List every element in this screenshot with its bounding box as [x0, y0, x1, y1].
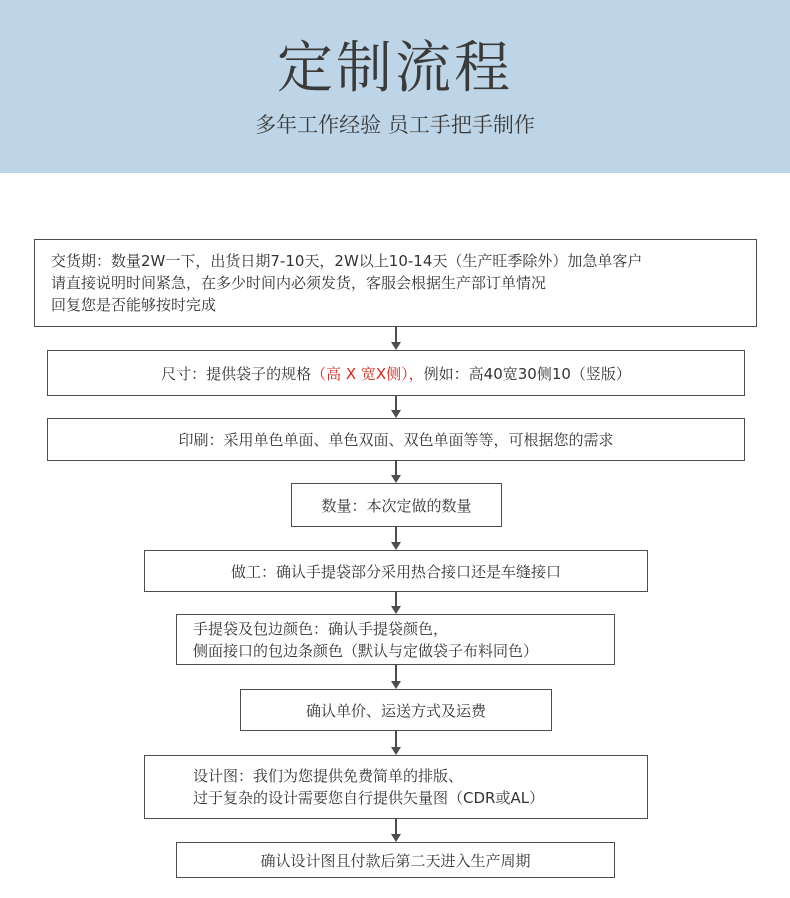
- step-quantity-text: 数量：本次定做的数量: [321, 496, 472, 515]
- header-banner: [0, 0, 790, 173]
- step-design-line-2: 过于复杂的设计需要您自行提供矢量图（CDR或AL）: [193, 789, 545, 807]
- flow-arrow: [391, 819, 401, 842]
- step-colors-line-1: 手提袋及包边颜色：确认手提袋颜色，: [193, 619, 449, 638]
- step-pricing-text: 确认单价、运送方式及运费: [305, 701, 486, 720]
- page-subtitle: 多年工作经验 员工手把手制作: [255, 113, 535, 137]
- step-size-suffix: 例如：高40宽30侧10（竖版）: [423, 364, 631, 383]
- step-printing: [47, 418, 745, 461]
- step-production-text: 确认设计图且付款后第二天进入生产周期: [260, 851, 531, 870]
- step-pricing: [240, 689, 552, 731]
- step-size-prefix: 尺寸：提供袋子的规格: [161, 364, 312, 383]
- flow-arrow: [391, 592, 401, 614]
- step-delivery-line-1: 交货期：数量2W一下，出货日期7-10天，2W以上10-14天（生产旺季除外）加急单客户: [51, 252, 643, 270]
- step-workmanship-text: 做工：确认手提袋部分采用热合接口还是车缝接口: [230, 562, 561, 581]
- step-workmanship: [144, 550, 648, 592]
- step-size-highlight: （高 X 宽X侧），: [311, 364, 424, 383]
- step-delivery-line-3: 回复您是否能够按时完成: [51, 296, 217, 314]
- step-delivery: [34, 239, 757, 327]
- flow-arrow: [391, 731, 401, 755]
- flow-arrow: [391, 396, 401, 418]
- step-design: [144, 755, 648, 819]
- step-production: [176, 842, 615, 878]
- step-quantity: [291, 483, 502, 527]
- step-printing-text: 印刷：采用单色单面、单色双面、双色单面等等，可根据您的需求: [178, 431, 614, 449]
- flow-arrow: [391, 527, 401, 550]
- step-design-line-1: 设计图：我们为您提供免费简单的排版、: [193, 767, 464, 785]
- step-colors: [176, 614, 615, 665]
- flow-arrow: [391, 461, 401, 483]
- page-title: 定制流程: [277, 36, 513, 101]
- flow-arrow: [391, 327, 401, 350]
- flow-arrow: [391, 665, 401, 689]
- step-delivery-line-2: 请直接说明时间紧急，在多少时间内必须发货，客服会根据生产部订单情况: [51, 274, 547, 292]
- step-colors-line-2: 侧面接口的包边条颜色（默认与定做袋子布料同色）: [193, 641, 539, 660]
- step-size: [47, 350, 745, 396]
